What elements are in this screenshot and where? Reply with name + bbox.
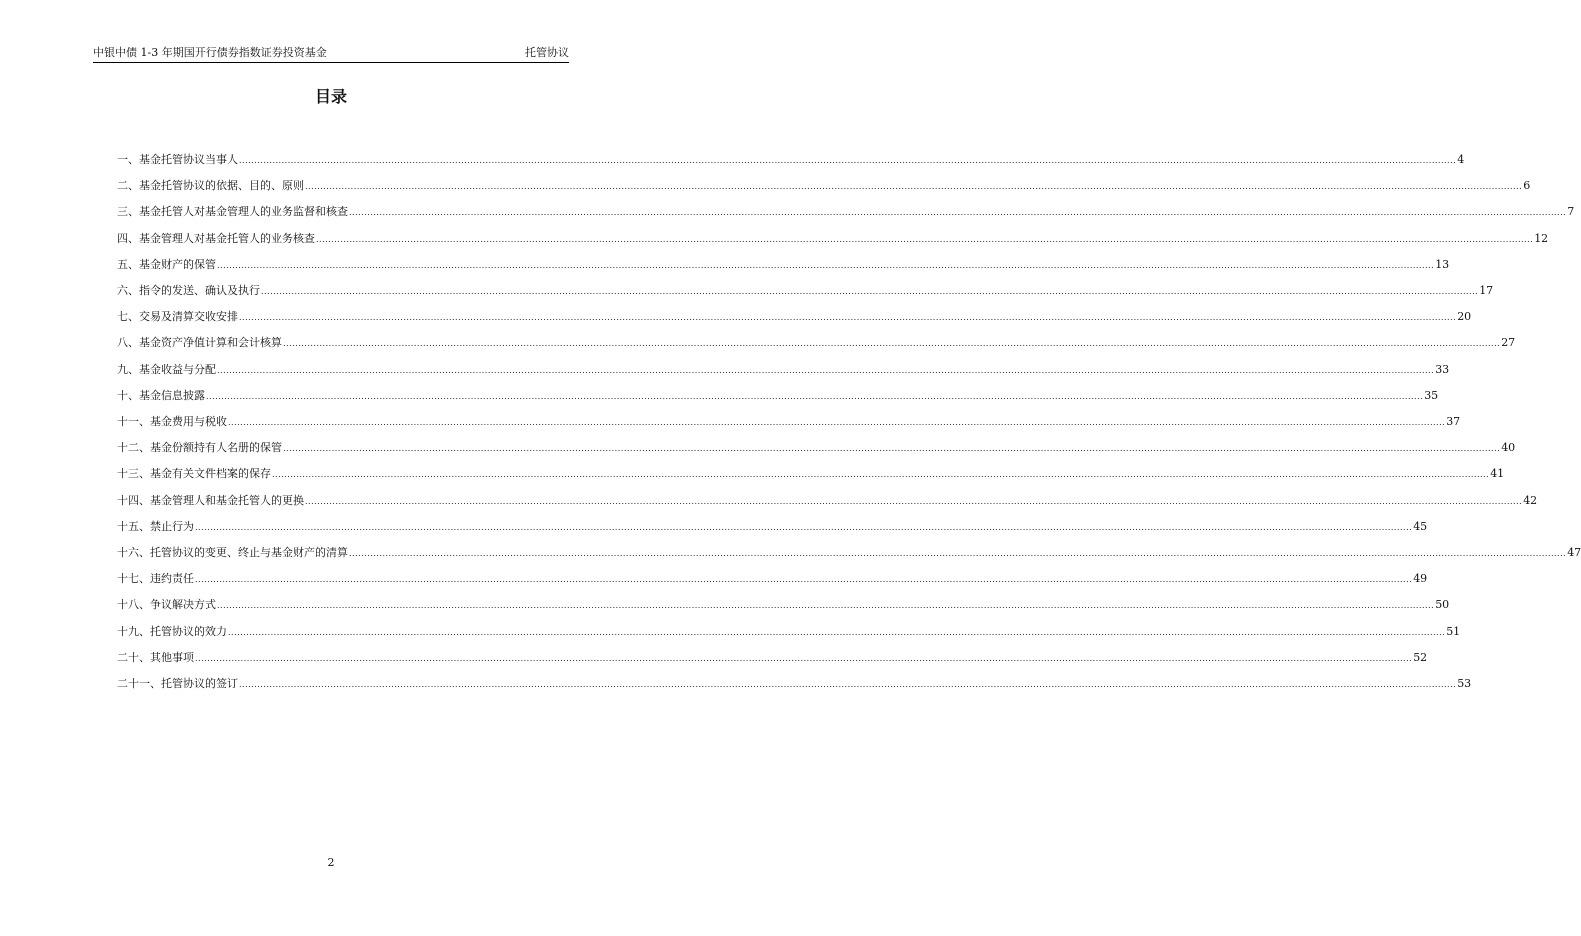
- toc-entry-page: 12: [1534, 231, 1549, 245]
- toc-entry-page: 50: [1435, 598, 1450, 612]
- toc-entry-page: 27: [1501, 336, 1516, 350]
- toc-leader-dots: ................................................................................................................................................................................................................................................................................................................................................................................................................: [195, 575, 1413, 585]
- page-number: 2: [327, 856, 335, 869]
- toc-entry-page: 37: [1446, 415, 1461, 428]
- toc-entry-page: 35: [1424, 388, 1439, 402]
- toc-entry-label: 二十、其他事项: [117, 650, 194, 664]
- toc-leader-dots: ................................................................................................................................................................................................................................................................................................................................................................................................................: [349, 549, 1567, 558]
- toc-entry-page: 17: [1479, 284, 1494, 297]
- toc-entry-label: 八、基金资产净值计算和会计核算: [117, 336, 282, 350]
- toc-entry[interactable]: [117, 388, 1439, 404]
- page-title: 目录: [314, 87, 347, 106]
- toc-leader-dots: ................................................................................................................................................................................................................................................................................................................................................................................................................: [217, 260, 1435, 270]
- toc-entry[interactable]: [117, 152, 1465, 168]
- toc-entry[interactable]: [117, 571, 1428, 587]
- toc-leader-dots: ................................................................................................................................................................................................................................................................................................................................................................................................................: [305, 182, 1523, 192]
- toc-entry[interactable]: [117, 283, 1494, 299]
- toc-entry-page: 45: [1413, 519, 1428, 533]
- toc-entry-page: 52: [1413, 650, 1428, 664]
- toc-entry-page: 6: [1523, 179, 1531, 193]
- header-doc-type: 托管协议: [525, 46, 569, 59]
- toc-entry[interactable]: [117, 676, 1472, 692]
- toc-leader-dots: ................................................................................................................................................................................................................................................................................................................................................................................................................: [261, 287, 1479, 296]
- toc-entry-label: 十九、托管协议的效力: [117, 624, 227, 638]
- toc-entry[interactable]: [117, 414, 1461, 430]
- toc-entry[interactable]: [117, 519, 1428, 535]
- toc-entry-label: 十、基金信息披露: [117, 388, 205, 402]
- toc-entry[interactable]: [117, 178, 1531, 194]
- toc-leader-dots: ................................................................................................................................................................................................................................................................................................................................................................................................................: [195, 653, 1413, 663]
- toc-entry-label: 十五、禁止行为: [117, 519, 194, 533]
- toc-entry-page: 51: [1446, 624, 1461, 638]
- toc-entry[interactable]: [117, 650, 1428, 666]
- toc-entry-label: 十七、违约责任: [117, 572, 194, 586]
- toc-entry-page: 49: [1413, 572, 1428, 586]
- header-fund-name: 中银中债 1-3 年期国开行债券指数证券投资基金: [93, 46, 327, 59]
- toc-leader-dots: ................................................................................................................................................................................................................................................................................................................................................................................................................: [217, 601, 1435, 611]
- toc-entry-page: 4: [1457, 153, 1465, 166]
- toc-entry-page: 40: [1501, 441, 1516, 455]
- toc-entry[interactable]: [117, 440, 1516, 456]
- toc-leader-dots: ................................................................................................................................................................................................................................................................................................................................................................................................................: [305, 496, 1523, 506]
- toc-entry-page: 33: [1435, 362, 1450, 376]
- toc-entry-label: 二十一、托管协议的签订: [117, 677, 238, 690]
- page-header: [93, 46, 569, 63]
- toc-entry[interactable]: [117, 466, 1505, 482]
- toc-leader-dots: ................................................................................................................................................................................................................................................................................................................................................................................................................: [217, 365, 1435, 375]
- toc-entry-page: 13: [1435, 257, 1450, 271]
- toc-entry-label: 四、基金管理人对基金托管人的业务核查: [117, 231, 315, 245]
- toc-entry-label: 十八、争议解决方式: [117, 598, 216, 612]
- toc-entry-page: 20: [1457, 310, 1472, 324]
- toc-entry-label: 五、基金财产的保管: [117, 257, 216, 271]
- toc-leader-dots: ................................................................................................................................................................................................................................................................................................................................................................................................................: [228, 418, 1446, 427]
- toc-leader-dots: ................................................................................................................................................................................................................................................................................................................................................................................................................: [316, 234, 1534, 244]
- toc-leader-dots: ................................................................................................................................................................................................................................................................................................................................................................................................................: [228, 627, 1446, 637]
- toc-leader-dots: ................................................................................................................................................................................................................................................................................................................................................................................................................: [239, 156, 1457, 165]
- toc-leader-dots: ................................................................................................................................................................................................................................................................................................................................................................................................................: [349, 208, 1567, 218]
- toc-entry-label: 十一、基金费用与税收: [117, 415, 227, 428]
- toc-entry-label: 二、基金托管协议的依据、目的、原则: [117, 179, 304, 193]
- toc-leader-dots: ................................................................................................................................................................................................................................................................................................................................................................................................................: [239, 313, 1457, 323]
- toc-entry-page: 53: [1457, 677, 1472, 690]
- toc-entry-label: 一、基金托管协议当事人: [117, 153, 238, 166]
- toc-leader-dots: ................................................................................................................................................................................................................................................................................................................................................................................................................: [283, 444, 1501, 454]
- toc-entry-label: 六、指令的发送、确认及执行: [117, 284, 260, 297]
- toc-leader-dots: ................................................................................................................................................................................................................................................................................................................................................................................................................: [239, 680, 1457, 689]
- toc-entry[interactable]: [117, 624, 1461, 640]
- toc-entry[interactable]: [117, 257, 1450, 273]
- toc-entry-page: 7: [1567, 205, 1575, 219]
- toc-entry-label: 十三、基金有关文件档案的保存: [117, 467, 271, 481]
- toc-leader-dots: ................................................................................................................................................................................................................................................................................................................................................................................................................: [206, 391, 1424, 401]
- toc-leader-dots: ................................................................................................................................................................................................................................................................................................................................................................................................................: [272, 470, 1490, 480]
- toc-entry[interactable]: [117, 335, 1516, 351]
- toc-entry-label: 十二、基金份额持有人名册的保管: [117, 441, 282, 455]
- toc-entry-page: 41: [1490, 467, 1505, 481]
- toc-leader-dots: ................................................................................................................................................................................................................................................................................................................................................................................................................: [283, 339, 1501, 349]
- toc-entry-label: 三、基金托管人对基金管理人的业务监督和核查: [117, 205, 348, 219]
- toc-entry-label: 十六、托管协议的变更、终止与基金财产的清算: [117, 546, 348, 559]
- toc-leader-dots: ................................................................................................................................................................................................................................................................................................................................................................................................................: [195, 522, 1413, 532]
- toc-entry-label: 九、基金收益与分配: [117, 362, 216, 376]
- toc-entry[interactable]: [117, 309, 1472, 325]
- toc-entry[interactable]: [117, 493, 1538, 509]
- toc-entry-label: 七、交易及清算交收安排: [117, 310, 238, 324]
- toc-entry-page: 47: [1567, 546, 1581, 559]
- toc-entry[interactable]: [117, 597, 1450, 613]
- toc-entry-page: 42: [1523, 493, 1538, 507]
- toc-entry[interactable]: [117, 231, 1549, 247]
- toc-entry[interactable]: [117, 204, 1575, 220]
- toc-entry[interactable]: [117, 362, 1450, 378]
- toc-entry-label: 十四、基金管理人和基金托管人的更换: [117, 493, 304, 507]
- toc-entry[interactable]: [117, 545, 1581, 561]
